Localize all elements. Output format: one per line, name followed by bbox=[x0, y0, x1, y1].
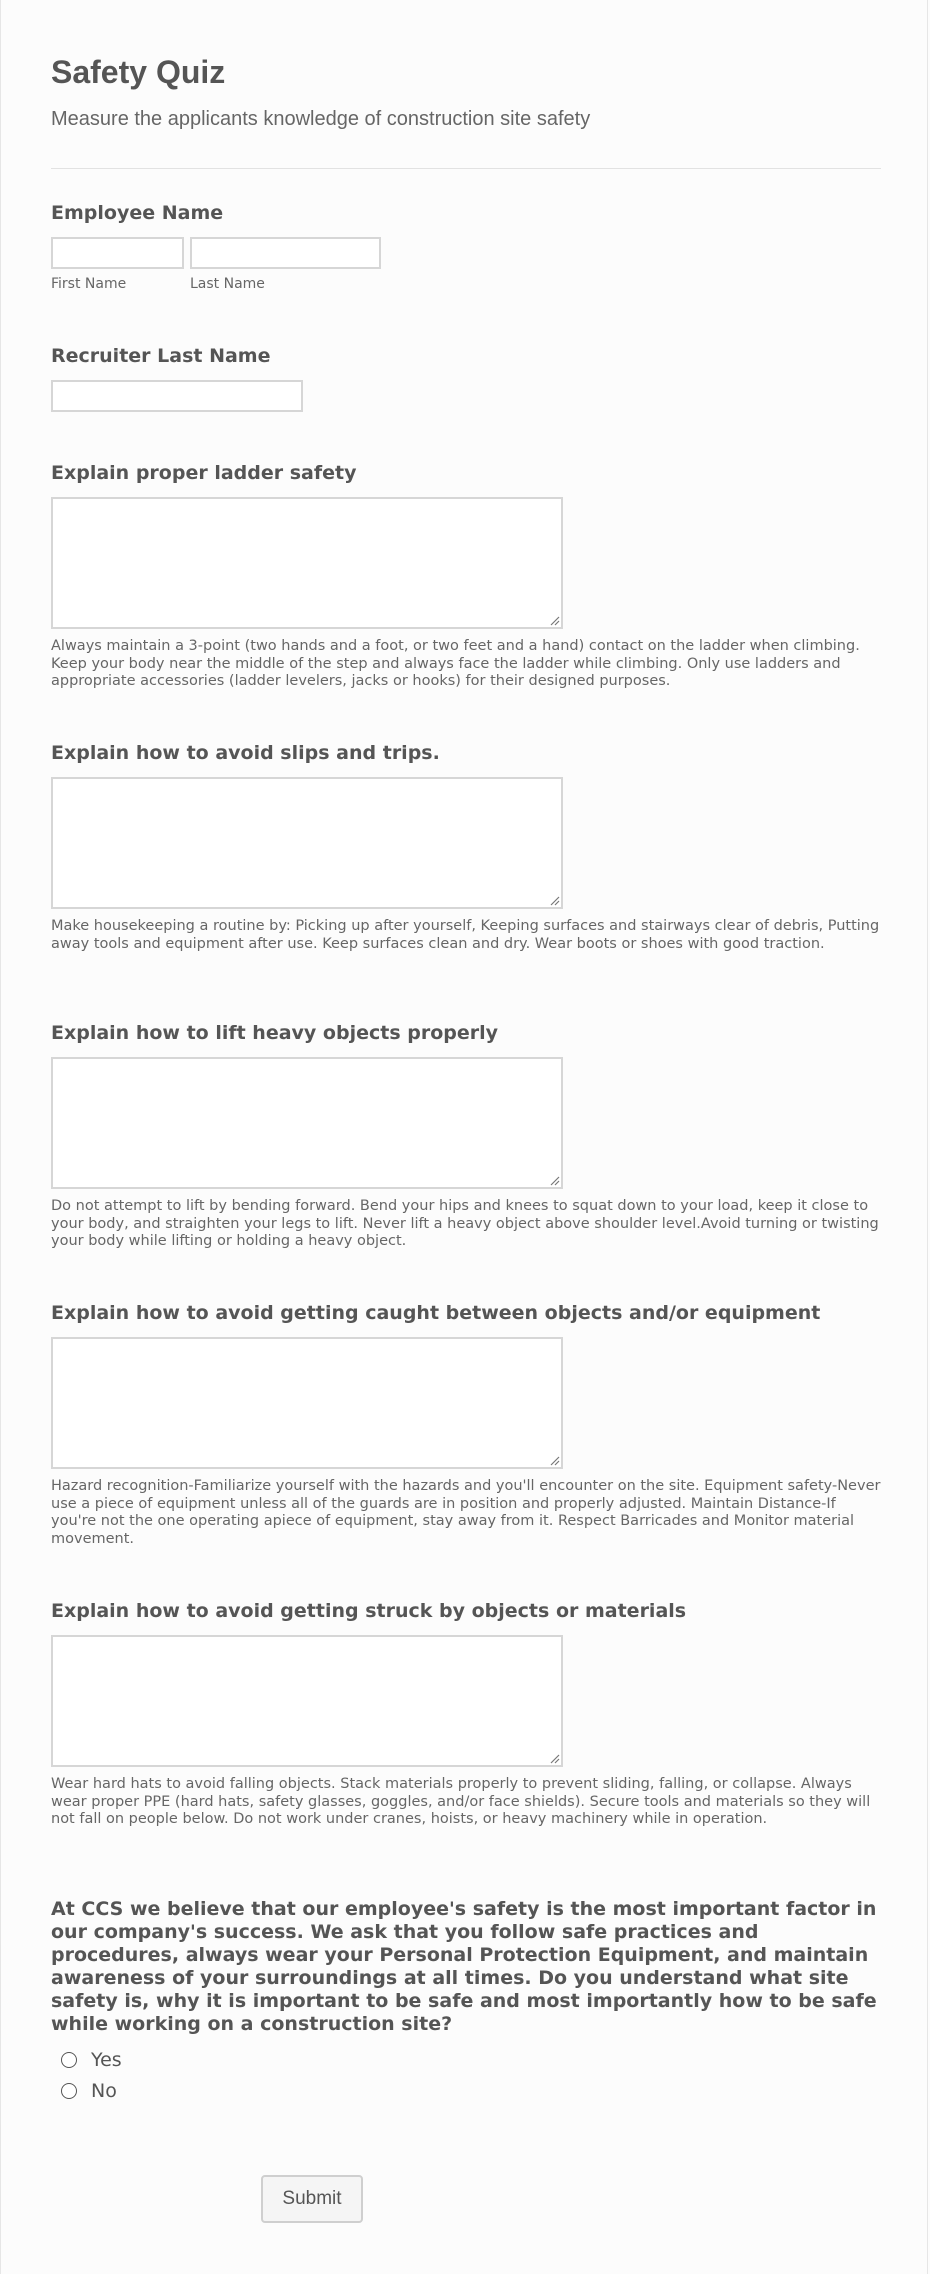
header-divider bbox=[51, 168, 881, 169]
recruiter-last-name-label: Recruiter Last Name bbox=[51, 345, 271, 367]
struck-by-objects-textarea[interactable] bbox=[51, 1635, 563, 1767]
caught-between-description: Hazard recognition-Familiarize yourself with the hazards and you'll encounter on the site. Equipment safety-Never use a piece of equipment unless all of the guards are in position and properly adjusted. Maintain Distance-If you're not the one operating apiece of equipment, stay away from it. Respect Barricades and Monitor material movement. bbox=[51, 1478, 881, 1547]
radio-option-yes[interactable] bbox=[61, 2049, 122, 2071]
form-title: Safety Quiz bbox=[51, 54, 226, 90]
last-name-sublabel: Last Name bbox=[190, 276, 265, 292]
question-label-slips-trips: Explain how to avoid slips and trips. bbox=[51, 742, 440, 764]
caught-between-textarea[interactable] bbox=[51, 1337, 563, 1469]
first-name-input[interactable] bbox=[51, 237, 184, 269]
radio-button-yes[interactable] bbox=[61, 2052, 77, 2068]
struck-by-objects-description: Wear hard hats to avoid falling objects. Stack materials properly to prevent sliding, falling, or collapse. Always wear proper PPE (hard hats, safety glasses, goggles, and/or face shields). Secure tools and materials so they will not fall on people below. Do not work under cranes, hoists, or heavy machinery while in operation. bbox=[51, 1776, 871, 1827]
radio-label-yes: Yes bbox=[91, 2049, 122, 2071]
question-label-struck-by-objects: Explain how to avoid getting struck by objects or materials bbox=[51, 1600, 687, 1622]
lift-heavy-objects-textarea[interactable] bbox=[51, 1057, 563, 1189]
last-name-input[interactable] bbox=[190, 237, 381, 269]
submit-button[interactable]: Submit bbox=[261, 2175, 363, 2223]
resize-handle-icon[interactable] bbox=[548, 614, 560, 626]
lift-heavy-objects-description: Do not attempt to lift by bending forward. Bend your hips and knees to squat down to your load, keep it close to your body, and straighten your legs to lift. Never lift a heavy object above shoulder level.Avoid turning or twisting your body while lifting or holding a heavy object. bbox=[51, 1198, 879, 1249]
radio-label-no: No bbox=[91, 2080, 117, 2102]
resize-handle-icon[interactable] bbox=[548, 1752, 560, 1764]
question-label-caught-between: Explain how to avoid getting caught between objects and/or equipment bbox=[51, 1302, 821, 1324]
form-subtitle: Measure the applicants knowledge of construction site safety bbox=[51, 108, 591, 130]
question-label-lift-heavy-objects: Explain how to lift heavy objects properly bbox=[51, 1022, 499, 1044]
slips-trips-description: Make housekeeping a routine by: Picking up after yourself, Keeping surfaces and stairways clear of debris, Putting away tools and equipment after use. Keep surfaces clean and dry. Wear boots or shoes with good traction. bbox=[51, 918, 880, 952]
resize-handle-icon[interactable] bbox=[548, 894, 560, 906]
slips-trips-textarea[interactable] bbox=[51, 777, 563, 909]
radio-button-no[interactable] bbox=[61, 2083, 77, 2099]
employee-name-label: Employee Name bbox=[51, 202, 224, 224]
question-label-ladder-safety: Explain proper ladder safety bbox=[51, 462, 357, 484]
first-name-sublabel: First Name bbox=[51, 276, 127, 292]
radio-option-no[interactable] bbox=[61, 2080, 117, 2102]
resize-handle-icon[interactable] bbox=[548, 1174, 560, 1186]
resize-handle-icon[interactable] bbox=[548, 1454, 560, 1466]
recruiter-last-name-input[interactable] bbox=[51, 380, 303, 412]
ladder-safety-textarea[interactable] bbox=[51, 497, 563, 629]
ladder-safety-description: Always maintain a 3-point (two hands and a foot, or two feet and a hand) contact on the ladder when climbing. Keep your body near the middle of the step and always face the ladder while climbing. Only use ladders and appropriate accessories (ladder levelers, jacks or hooks) for their designed purposes. bbox=[51, 638, 860, 689]
site-safety-acknowledgement-label: At CCS we believe that our employee's safety is the most important factor in our company's success. We ask that you follow safe practices and procedures, always wear your Personal Protection Equipment, and maintain awareness of your surroundings at all times. Do you understand what site safety is, why it is important to be safe and most importantly how to be safe while working on a construction site? bbox=[51, 1898, 877, 2035]
